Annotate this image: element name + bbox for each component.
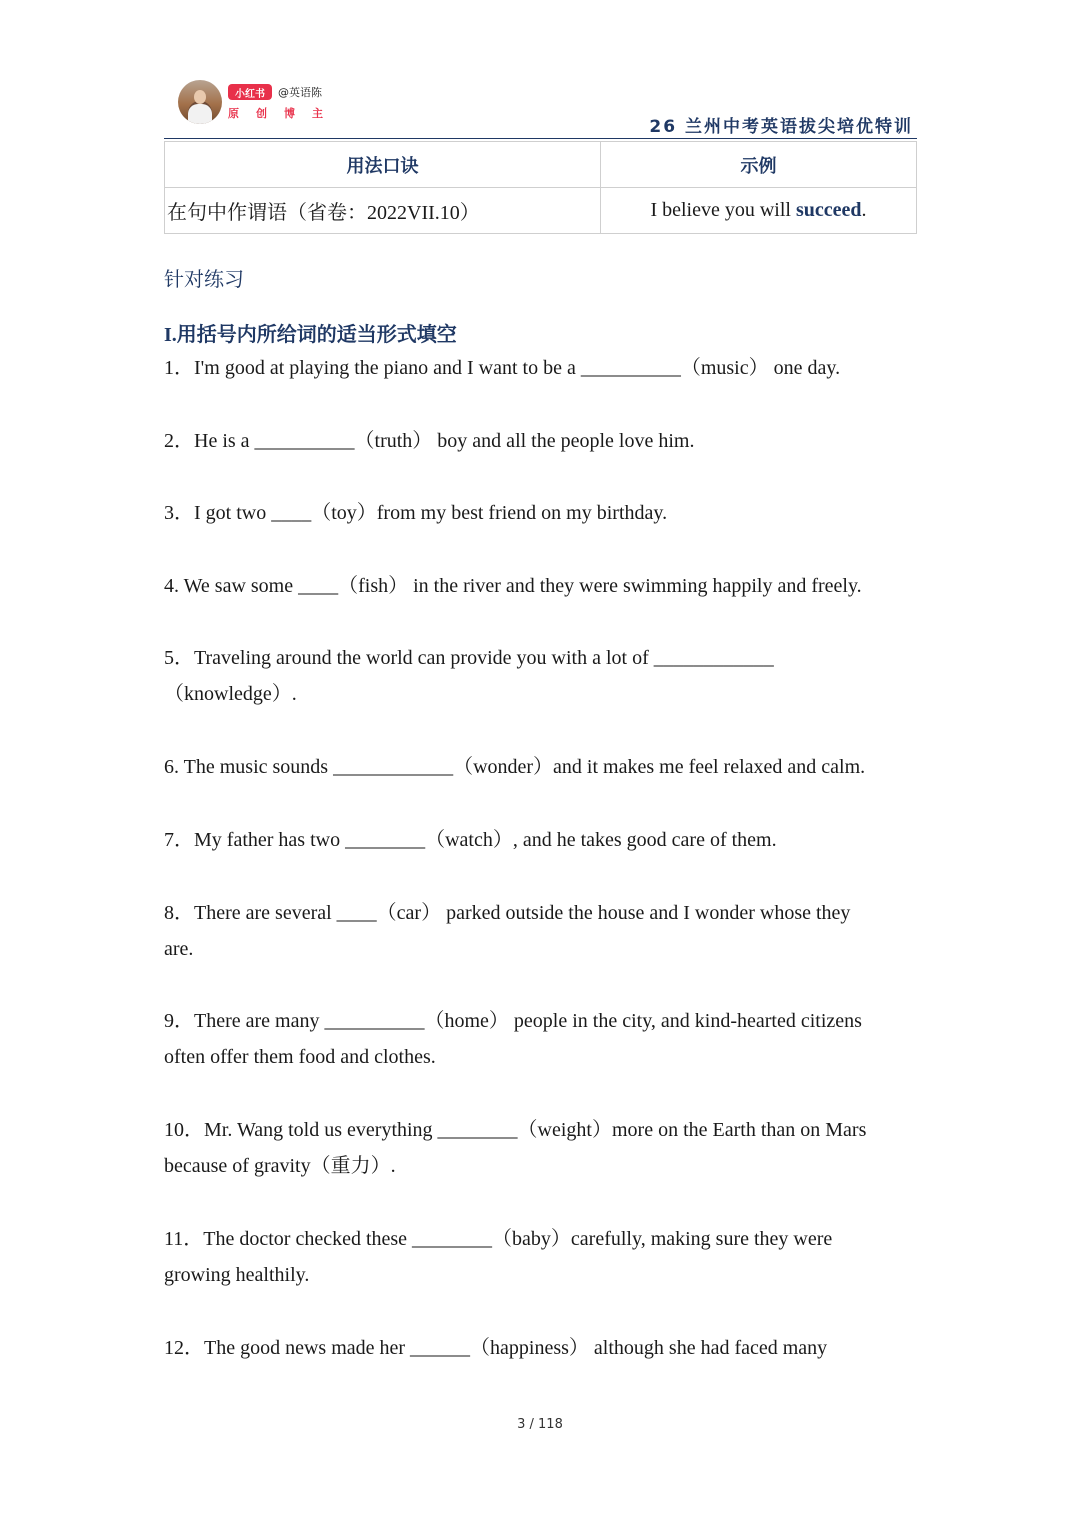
table-row [165, 188, 917, 234]
question-text: 7．My father has two ________（watch）, and he takes good care of them. [164, 829, 777, 851]
page-number: 3 / 118 [517, 1417, 563, 1432]
avatar [178, 80, 222, 124]
part1-title: 用括号内所给词的适当形式填空 [176, 322, 457, 346]
part1-heading [164, 318, 457, 347]
question-1 [164, 350, 924, 386]
part1-roman: I. [164, 324, 177, 346]
question-text: 10．Mr. Wang told us everything ________（weight）more on the Earth than on Mars [164, 1119, 867, 1141]
question-text: 4. We saw some ____（fish） in the river and they were swimming happily and freely. [164, 575, 862, 597]
question-4 [164, 568, 924, 604]
table-header-example: 示例 [601, 142, 917, 188]
question-text: 6. The music sounds ____________（wonder）and it makes me feel relaxed and calm. [164, 756, 866, 778]
example-period: . [861, 199, 867, 221]
question-text: 2．He is a __________（truth） boy and all the people love him. [164, 430, 695, 452]
table-header-row [165, 142, 917, 188]
question-text-continued: often offer them food and clothes. [164, 1046, 436, 1068]
question-7 [164, 822, 924, 858]
xiaohongshu-logo: 小红书 [228, 84, 272, 100]
question-text-continued: （knowledge）. [164, 683, 297, 705]
usage-cell: 在句中作谓语（省卷：2022VII.10） [165, 188, 601, 234]
example-text: I believe you will [650, 199, 796, 221]
example-keyword: succeed [795, 199, 862, 221]
question-3 [164, 495, 924, 531]
table-header-usage: 用法口诀 [165, 142, 601, 188]
page-header [164, 78, 917, 140]
question-text: 1．I'm good at playing the piano and I want to be a __________（music） one day. [164, 357, 841, 379]
header-divider [164, 138, 917, 139]
usage-table [164, 141, 917, 234]
question-6 [164, 749, 924, 785]
question-text: 9．There are many __________（home） people in the city, and kind-hearted citizens [164, 1010, 862, 1032]
question-text: 5．Traveling around the world can provide you with a lot of ____________ [164, 647, 774, 669]
question-text-continued: because of gravity（重力）. [164, 1155, 396, 1177]
question-12 [164, 1330, 924, 1366]
question-9 [164, 1003, 924, 1075]
question-text: 11．The doctor checked these ________（baby）carefully, making sure they were [164, 1228, 833, 1250]
avatar-shirt [188, 104, 212, 124]
author-handle: @英语陈 [278, 86, 322, 99]
question-text: 12．The good news made her ______（happiness） although she had faced many [164, 1337, 828, 1359]
question-5 [164, 640, 924, 712]
question-11 [164, 1221, 924, 1293]
question-text-continued: growing healthily. [164, 1264, 310, 1286]
question-text-continued: are. [164, 938, 194, 960]
question-8 [164, 895, 924, 967]
practice-heading: 针对练习 [164, 267, 244, 291]
question-text: 3．I got two ____（toy）from my best friend on my birthday. [164, 502, 668, 524]
avatar-face [194, 90, 206, 104]
question-2 [164, 423, 924, 459]
author-subtitle: 原创博主 [228, 107, 340, 120]
question-10 [164, 1112, 924, 1184]
question-text: 8．There are several ____（car） parked outside the house and I wonder whose they [164, 902, 851, 924]
document-title: 26 兰州中考英语拔尖培优特训 [649, 117, 913, 137]
example-cell [601, 188, 917, 234]
